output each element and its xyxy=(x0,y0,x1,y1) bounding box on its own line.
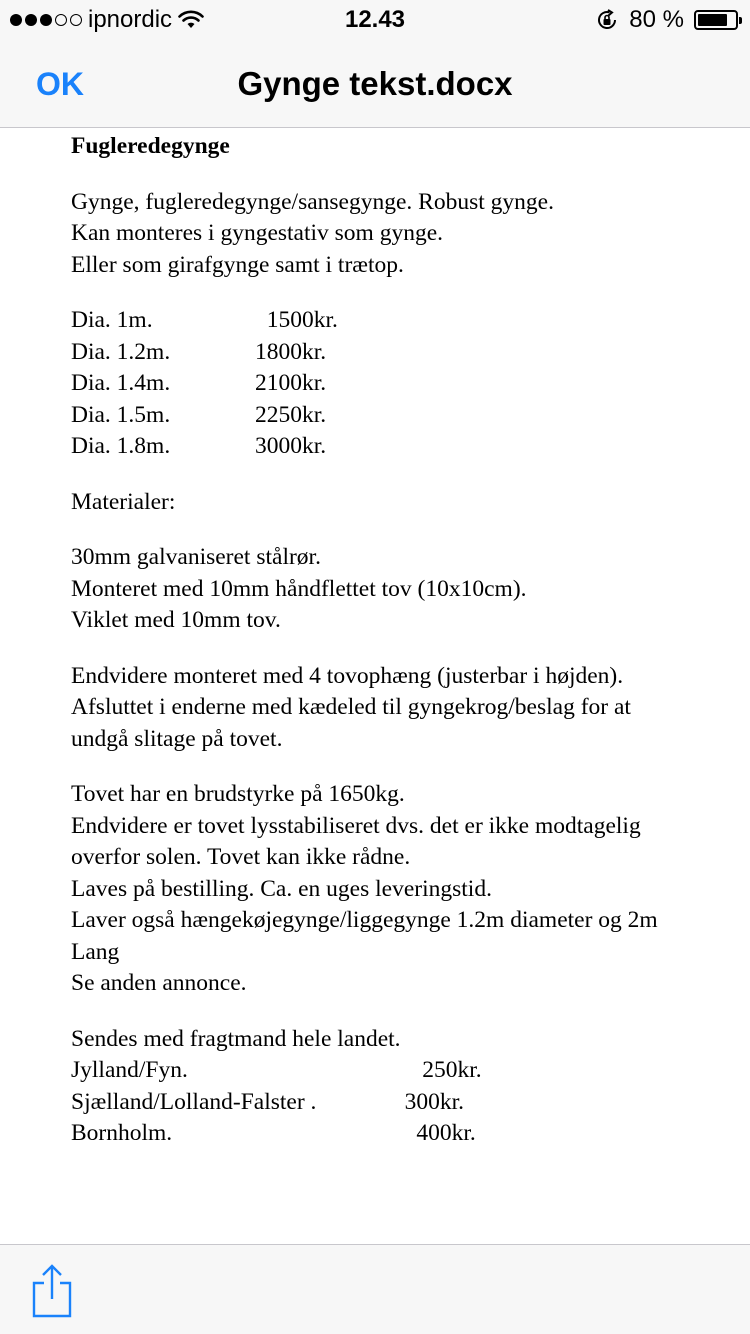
navigation-bar xyxy=(0,40,750,128)
materials-line: 30mm galvaniseret stålrør. xyxy=(71,544,321,570)
shipping-row xyxy=(71,1118,691,1150)
ok-button[interactable]: OK xyxy=(36,66,84,102)
battery-icon xyxy=(694,10,738,30)
shipping-heading: Sendes med fragtmand hele landet. xyxy=(71,1025,401,1052)
materials-line: Monteret med 10mm håndflettet tov (10x10cm). xyxy=(71,575,527,602)
battery-tip xyxy=(739,17,742,24)
price-value: 2250kr. xyxy=(255,401,327,428)
shipping-region: Bornholm. xyxy=(71,1120,173,1146)
details-line: Endvidere monteret med 4 tovophæng (justerbar i højden). xyxy=(71,662,624,689)
document-heading: Fugleredegynge xyxy=(71,133,230,159)
share-icon[interactable] xyxy=(30,1263,74,1319)
price-row xyxy=(71,431,691,463)
price-row xyxy=(71,337,691,369)
price-value: 1800kr. xyxy=(255,338,327,365)
rope-info-line: Endvidere er tovet lysstabiliseret dvs. det er ikke modtagelig xyxy=(71,812,641,839)
rope-info-line: Laves på bestilling. Ca. en uges leveringstid. xyxy=(71,875,492,902)
document-title: Gynge tekst.docx xyxy=(237,65,513,102)
price-value: 3000kr. xyxy=(255,433,327,459)
price-value: 2100kr. xyxy=(255,370,327,396)
shipping-price: 400kr. xyxy=(387,1120,476,1146)
materials-heading: Materialer: xyxy=(71,488,176,515)
price-label: Dia. 1m. xyxy=(71,307,153,333)
price-label: Dia. 1.5m. xyxy=(71,401,171,428)
battery-percent: 80 % xyxy=(629,6,684,33)
rope-info-line: Tovet har en brudstyrke på 1650kg. xyxy=(71,781,405,807)
price-label: Dia. 1.8m. xyxy=(71,433,171,459)
intro-line: Gynge, fugleredegynge/sansegynge. Robust gynge. xyxy=(71,188,554,215)
document-viewer[interactable] xyxy=(71,128,691,1243)
orientation-lock-icon xyxy=(595,8,619,32)
price-row xyxy=(71,400,691,432)
status-bar xyxy=(0,0,750,40)
rope-info-line: Se anden annonce. xyxy=(71,970,247,996)
status-time: 12.43 xyxy=(344,6,406,33)
details-line: Afsluttet i enderne med kædeled til gyngekrog/beslag for at undgå slitage på tovet. xyxy=(71,694,631,752)
price-row xyxy=(71,368,691,400)
materials-line: Viklet med 10mm tov. xyxy=(71,607,281,633)
carrier-name: ipnordic xyxy=(88,6,173,33)
price-label: Dia. 1.4m. xyxy=(71,370,171,396)
price-row xyxy=(71,305,691,337)
intro-line: Kan monteres i gyngestativ som gynge. xyxy=(71,220,444,246)
bottom-toolbar xyxy=(0,1244,750,1334)
rope-info-line: Laver også hængekøjegynge/liggegynge 1.2m diameter og 2m Lang xyxy=(71,907,658,965)
price-value: 1500kr. xyxy=(255,307,338,333)
shipping-region: Sjælland/Lolland-Falster . xyxy=(71,1088,317,1115)
battery-level xyxy=(698,14,727,26)
shipping-row xyxy=(71,1055,691,1087)
shipping-region: Jylland/Fyn. xyxy=(71,1057,188,1083)
shipping-price: 300kr. xyxy=(387,1088,465,1115)
status-right xyxy=(595,6,738,34)
price-label: Dia. 1.2m. xyxy=(71,338,171,365)
shipping-row xyxy=(71,1087,691,1119)
shipping-price: 250kr. xyxy=(387,1057,482,1083)
rope-info-line: overfor solen. Tovet kan ikke rådne. xyxy=(71,844,411,870)
intro-line: Eller som girafgynge samt i trætop. xyxy=(71,251,404,278)
